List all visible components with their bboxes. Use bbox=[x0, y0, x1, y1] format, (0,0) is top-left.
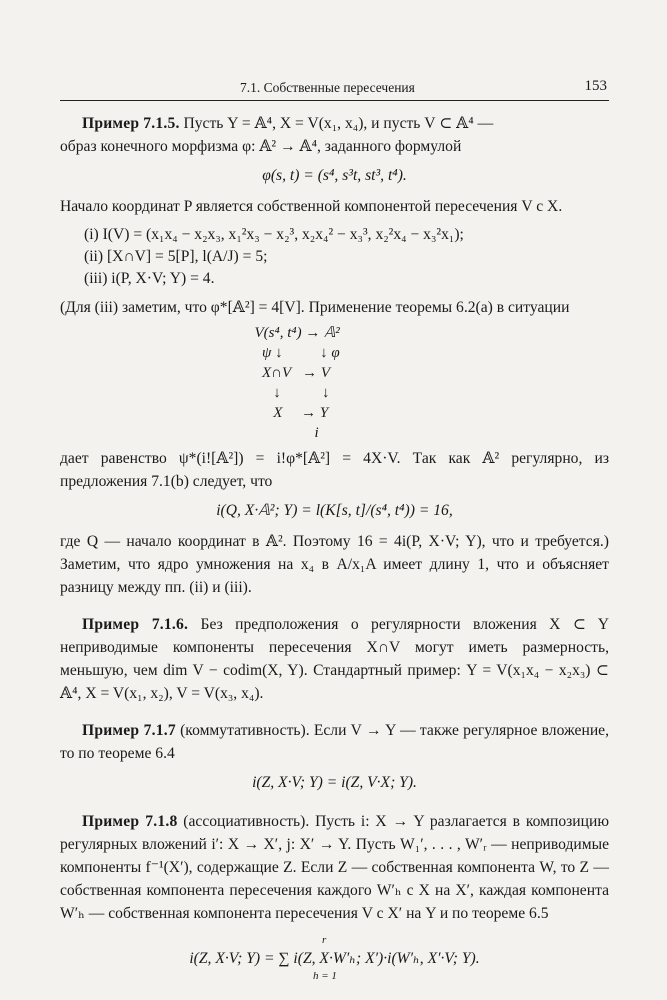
item-list bbox=[84, 224, 609, 290]
example-text-cont: образ конечного морфизма φ: 𝔸² → 𝔸⁴, заданного формулой bbox=[60, 138, 462, 155]
example-7-1-7 bbox=[60, 719, 609, 765]
diagram-row: V(s⁴, t⁴) → 𝔸² bbox=[254, 325, 340, 341]
diagram-row: ψ ↓ ↓ φ bbox=[254, 345, 340, 361]
paragraph-origin: Начало координат P является собственной компонентой пересечения V с X. bbox=[60, 198, 563, 215]
example-label: Пример 7.1.8 bbox=[82, 813, 178, 830]
list-item: (iii) i(P, X·V; Y) = 4. bbox=[84, 270, 215, 287]
diagram-row: X → Y bbox=[254, 405, 329, 421]
diagram-row: i bbox=[254, 425, 319, 441]
running-header bbox=[60, 78, 609, 101]
formula-commutativity: i(Z, X·V; Y) = i(Z, V·X; Y). bbox=[252, 774, 417, 791]
sum-upper-limit: r bbox=[322, 934, 327, 946]
paragraph-note: (Для (iii) заметим, что φ*[𝔸²] = 4[V]. Применение теоремы 6.2(a) в ситуации bbox=[60, 299, 570, 316]
example-text: Без предположения о регулярности вложения X ⊂ Y неприводимые компоненты пересечения X∩V могут иметь размерность, меньшую, чем dim V − codim(X, Y). Стандартный пример: Y = V(x₁x₄ − x₂x₃) ⊂ 𝔸⁴, X = V(x₁, x₂), V = V(x₃, x₄). bbox=[60, 616, 609, 702]
example-text: (ассоциативность). Пусть i: X → Y разлагается в композицию регулярных вложений i′: X → X′, j: X′ → Y. Пусть W₁′, . . . , W′ᵣ — неприводимые компоненты f⁻¹(X′), содержащие Z. Если Z — собственная компонента W, то Z — собственная компонента пересечения каждого W′ₕ с X на X′, каждая компонента W′ₕ — собственная компонента пересечения V с X′ на Y и по теореме 6.5 bbox=[60, 813, 609, 922]
example-7-1-6 bbox=[60, 613, 609, 705]
formula-associativity bbox=[60, 931, 609, 983]
example-7-1-8 bbox=[60, 810, 609, 925]
paragraph-equality: дает равенство ψ*(i![𝔸²]) = i!φ*[𝔸²] = 4X·V. Так как 𝔸² регулярно, из предложения 7.1(b) следует, что bbox=[60, 450, 609, 490]
page-number: 153 bbox=[584, 78, 607, 94]
formula-length: i(Q, X·𝔸²; Y) = l(K[s, t]/(s⁴, t⁴)) = 16, bbox=[216, 502, 453, 519]
example-label: Пример 7.1.5. bbox=[82, 115, 180, 132]
example-7-1-5-intro bbox=[60, 112, 609, 135]
sum-lower-limit: h = 1 bbox=[313, 970, 337, 982]
list-item: (i) I(V) = (x₁x₄ − x₂x₃, x₁²x₃ − x₂³, x₂x₄² − x₃³, x₂²x₄ − x₃²x₁); bbox=[84, 226, 464, 243]
diagram-row: ↓ ↓ bbox=[254, 385, 330, 401]
example-text: (коммутативность). Если V → Y — также регулярное вложение, то по теореме 6.4 bbox=[60, 722, 609, 762]
diagram-row: X∩V → V bbox=[254, 365, 331, 381]
page-body bbox=[60, 112, 609, 983]
section-title: 7.1. Собственные пересечения bbox=[240, 80, 415, 95]
example-label: Пример 7.1.7 bbox=[82, 722, 176, 739]
paragraph-conclusion: где Q — начало координат в 𝔸². Поэтому 16 = 4i(P, X·V; Y), что и требуется.) Заметим, что ядро умножения на x₄ в A/x₁A имеет длину 1, что и объясняет разницу между пп. (ii) и (iii). bbox=[60, 533, 609, 596]
commutative-diagram bbox=[255, 323, 415, 443]
list-item: (ii) [X∩V] = 5[P], l(A/J) = 5; bbox=[84, 248, 268, 265]
formula-phi: φ(s, t) = (s⁴, s³t, st³, t⁴). bbox=[262, 167, 407, 184]
example-text: Пусть Y = 𝔸⁴, X = V(x₁, x₄), и пусть V ⊂ 𝔸⁴ — bbox=[179, 115, 494, 132]
sum-formula: i(Z, X·V; Y) = ∑ i(Z, X·W′ₕ; X′)·i(W′ₕ, X′·V; Y). bbox=[189, 950, 480, 967]
example-label: Пример 7.1.6. bbox=[82, 616, 189, 633]
